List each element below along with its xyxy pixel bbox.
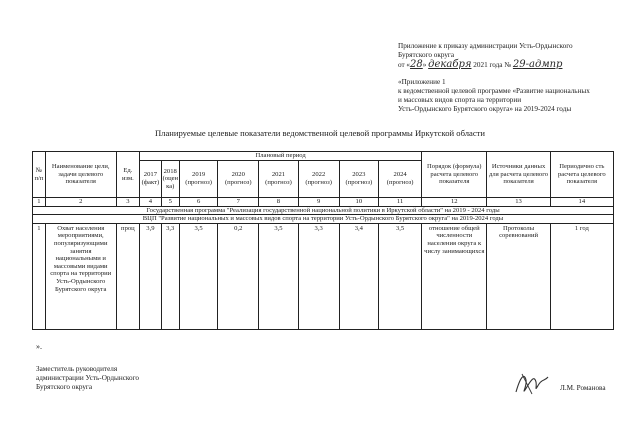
vcp-title: ВЦП "Развитие национальных и массовых видов спорта на территории Усть-Ордынского Бурятского округа" на 2019-2024 годы <box>33 215 614 224</box>
column-number: 1 <box>33 198 46 207</box>
header-year: 2020 (прогноз) <box>218 161 259 198</box>
annex-line-3: и массовых видов спорта на территории <box>398 96 522 105</box>
document-title: Планируемые целевые показатели ведомственной целевой программы Иркутской области <box>154 128 486 138</box>
column-number: 14 <box>550 198 613 207</box>
position-line-1: Заместитель руководителя <box>36 365 118 373</box>
position-line-3: Бурятского округа <box>36 383 93 392</box>
header-year: 2024 (прогноз) <box>379 161 422 198</box>
year-text: 2021 года № <box>473 61 512 70</box>
row-value: 3,4 <box>339 223 379 329</box>
appendix-line-1: Приложение к приказу администрации Усть-Ордынского <box>398 42 573 50</box>
appendix-block <box>398 42 634 114</box>
state-program-title: Государственная программа "Реализация государственной национальной политики в Иркутской области" на 2019 - 2024 годы <box>33 206 614 215</box>
handwritten-month: декабря <box>428 59 472 71</box>
header-year: 2019 (прогноз) <box>179 161 218 198</box>
header-planned-period: Плановый период <box>140 152 422 161</box>
row-value: 3,5 <box>379 223 422 329</box>
header-order: Порядок (формула) расчета целевого показателя <box>422 152 487 198</box>
row-value: 3,5 <box>179 223 218 329</box>
column-number: 4 <box>140 198 161 207</box>
column-number: 11 <box>379 198 422 207</box>
header-year: 2022 (прогноз) <box>298 161 339 198</box>
vcp-row <box>33 215 614 224</box>
handwritten-day: 28 <box>410 59 423 71</box>
date-prefix: от « <box>398 61 411 70</box>
state-program-row <box>33 206 614 215</box>
column-number: 12 <box>422 198 487 207</box>
column-number: 7 <box>218 198 259 207</box>
header-name: Наименование цели, задачи целевого показателя <box>45 152 116 198</box>
row-value: 3,9 <box>140 223 161 329</box>
column-number: 6 <box>179 198 218 207</box>
column-number: 5 <box>161 198 179 207</box>
header-year: 2023 (прогноз) <box>339 161 379 198</box>
column-number: 2 <box>45 198 116 207</box>
closing-quote: ». <box>36 342 42 351</box>
header-unit: Ед. изм. <box>116 152 140 198</box>
row-unit: проц <box>116 223 140 329</box>
column-number: 9 <box>298 198 339 207</box>
position-line-2: администрации Усть-Ордынского <box>36 374 139 383</box>
column-number: 10 <box>339 198 379 207</box>
row-value: 3,3 <box>161 223 179 329</box>
row-name: Охват населения мероприятиями, популяризующими занятия национальными и массовыми видами спорта на территории Усть-Ордынского Бурятского округа <box>45 223 116 329</box>
signatory-name: Л.М. Романова <box>560 384 606 392</box>
row-value: 0,2 <box>218 223 259 329</box>
row-value: 3,3 <box>298 223 339 329</box>
column-number: 3 <box>116 198 140 207</box>
row-num: 1 <box>33 223 46 329</box>
signatory-position <box>36 365 139 393</box>
table-row <box>33 223 614 329</box>
row-sources: Протоколы соревнований <box>487 223 550 329</box>
annex-line-4: Усть-Ордынского Бурятского округа» на 2019-2024 годы <box>398 105 572 114</box>
header-year: 2021 (прогноз) <box>259 161 299 198</box>
targets-table <box>32 151 614 330</box>
row-value: 3,5 <box>259 223 299 329</box>
header-year: 2017 (факт) <box>140 161 161 198</box>
column-numbers-row <box>33 198 614 207</box>
column-number: 8 <box>259 198 299 207</box>
date-mid: » <box>422 61 427 70</box>
header-row-1 <box>33 152 614 161</box>
handwritten-number: 29-адмпр <box>512 59 563 71</box>
annex-label: «Приложение 1 <box>398 77 446 86</box>
header-periodicity: Периодично сть расчета целевого показателя <box>550 152 613 198</box>
column-number: 13 <box>487 198 550 207</box>
annex-line-2: к ведомственной целевой программе «Развитие национальных <box>398 86 590 95</box>
header-year: 2018 (оцен ка) <box>161 161 179 198</box>
appendix-date-line <box>398 60 634 70</box>
header-sources: Источники данных для расчета целевого показателя <box>487 152 550 198</box>
row-periodicity: 1 год <box>550 223 613 329</box>
row-order: отношение общей численности населения округа к числу занимающихся <box>422 223 487 329</box>
appendix-line-2: Бурятского округа <box>398 51 455 60</box>
handwritten-signature-icon <box>512 368 552 398</box>
header-num: № п/п <box>33 152 46 198</box>
